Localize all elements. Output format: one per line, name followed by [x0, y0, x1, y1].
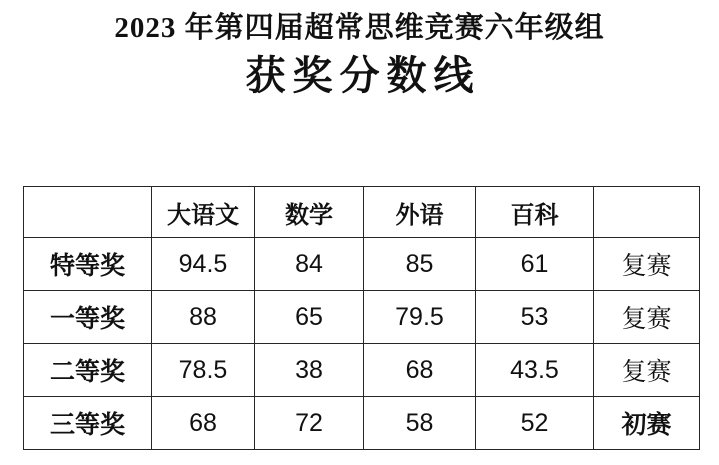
table-header-row	[24, 187, 700, 238]
score-cell: 84	[255, 238, 364, 291]
score-cell: 58	[364, 397, 476, 450]
score-cell: 78.5	[152, 344, 255, 397]
header-cell-encyclopedia: 百科	[476, 187, 594, 238]
score-cell: 38	[255, 344, 364, 397]
stage-cell: 复赛	[594, 238, 700, 291]
score-cell: 52	[476, 397, 594, 450]
score-cell: 94.5	[152, 238, 255, 291]
document-title: 2023 年第四届超常思维竞赛六年级组	[114, 12, 605, 44]
header-cell-stage	[594, 187, 700, 238]
row-label: 一等奖	[24, 291, 152, 344]
header-cell-blank	[24, 187, 152, 238]
score-cell: 79.5	[364, 291, 476, 344]
table-row	[24, 238, 700, 291]
table-row	[24, 344, 700, 397]
score-cell: 72	[255, 397, 364, 450]
title-block	[0, 10, 719, 100]
score-cell: 65	[255, 291, 364, 344]
stage-cell: 复赛	[594, 344, 700, 397]
row-label: 三等奖	[24, 397, 152, 450]
header-cell-foreign-language: 外语	[364, 187, 476, 238]
score-table	[23, 186, 700, 450]
score-cell: 85	[364, 238, 476, 291]
stage-cell: 初赛	[594, 397, 700, 450]
score-cell: 68	[364, 344, 476, 397]
score-cell: 43.5	[476, 344, 594, 397]
row-label: 二等奖	[24, 344, 152, 397]
score-cell: 61	[476, 238, 594, 291]
stage-cell: 复赛	[594, 291, 700, 344]
row-label: 特等奖	[24, 238, 152, 291]
header-cell-chinese: 大语文	[152, 187, 255, 238]
document-subtitle: 获奖分数线	[245, 53, 481, 98]
table-row	[24, 291, 700, 344]
score-cell: 88	[152, 291, 255, 344]
header-cell-math: 数学	[255, 187, 364, 238]
table-row	[24, 397, 700, 450]
score-cell: 53	[476, 291, 594, 344]
score-cell: 68	[152, 397, 255, 450]
